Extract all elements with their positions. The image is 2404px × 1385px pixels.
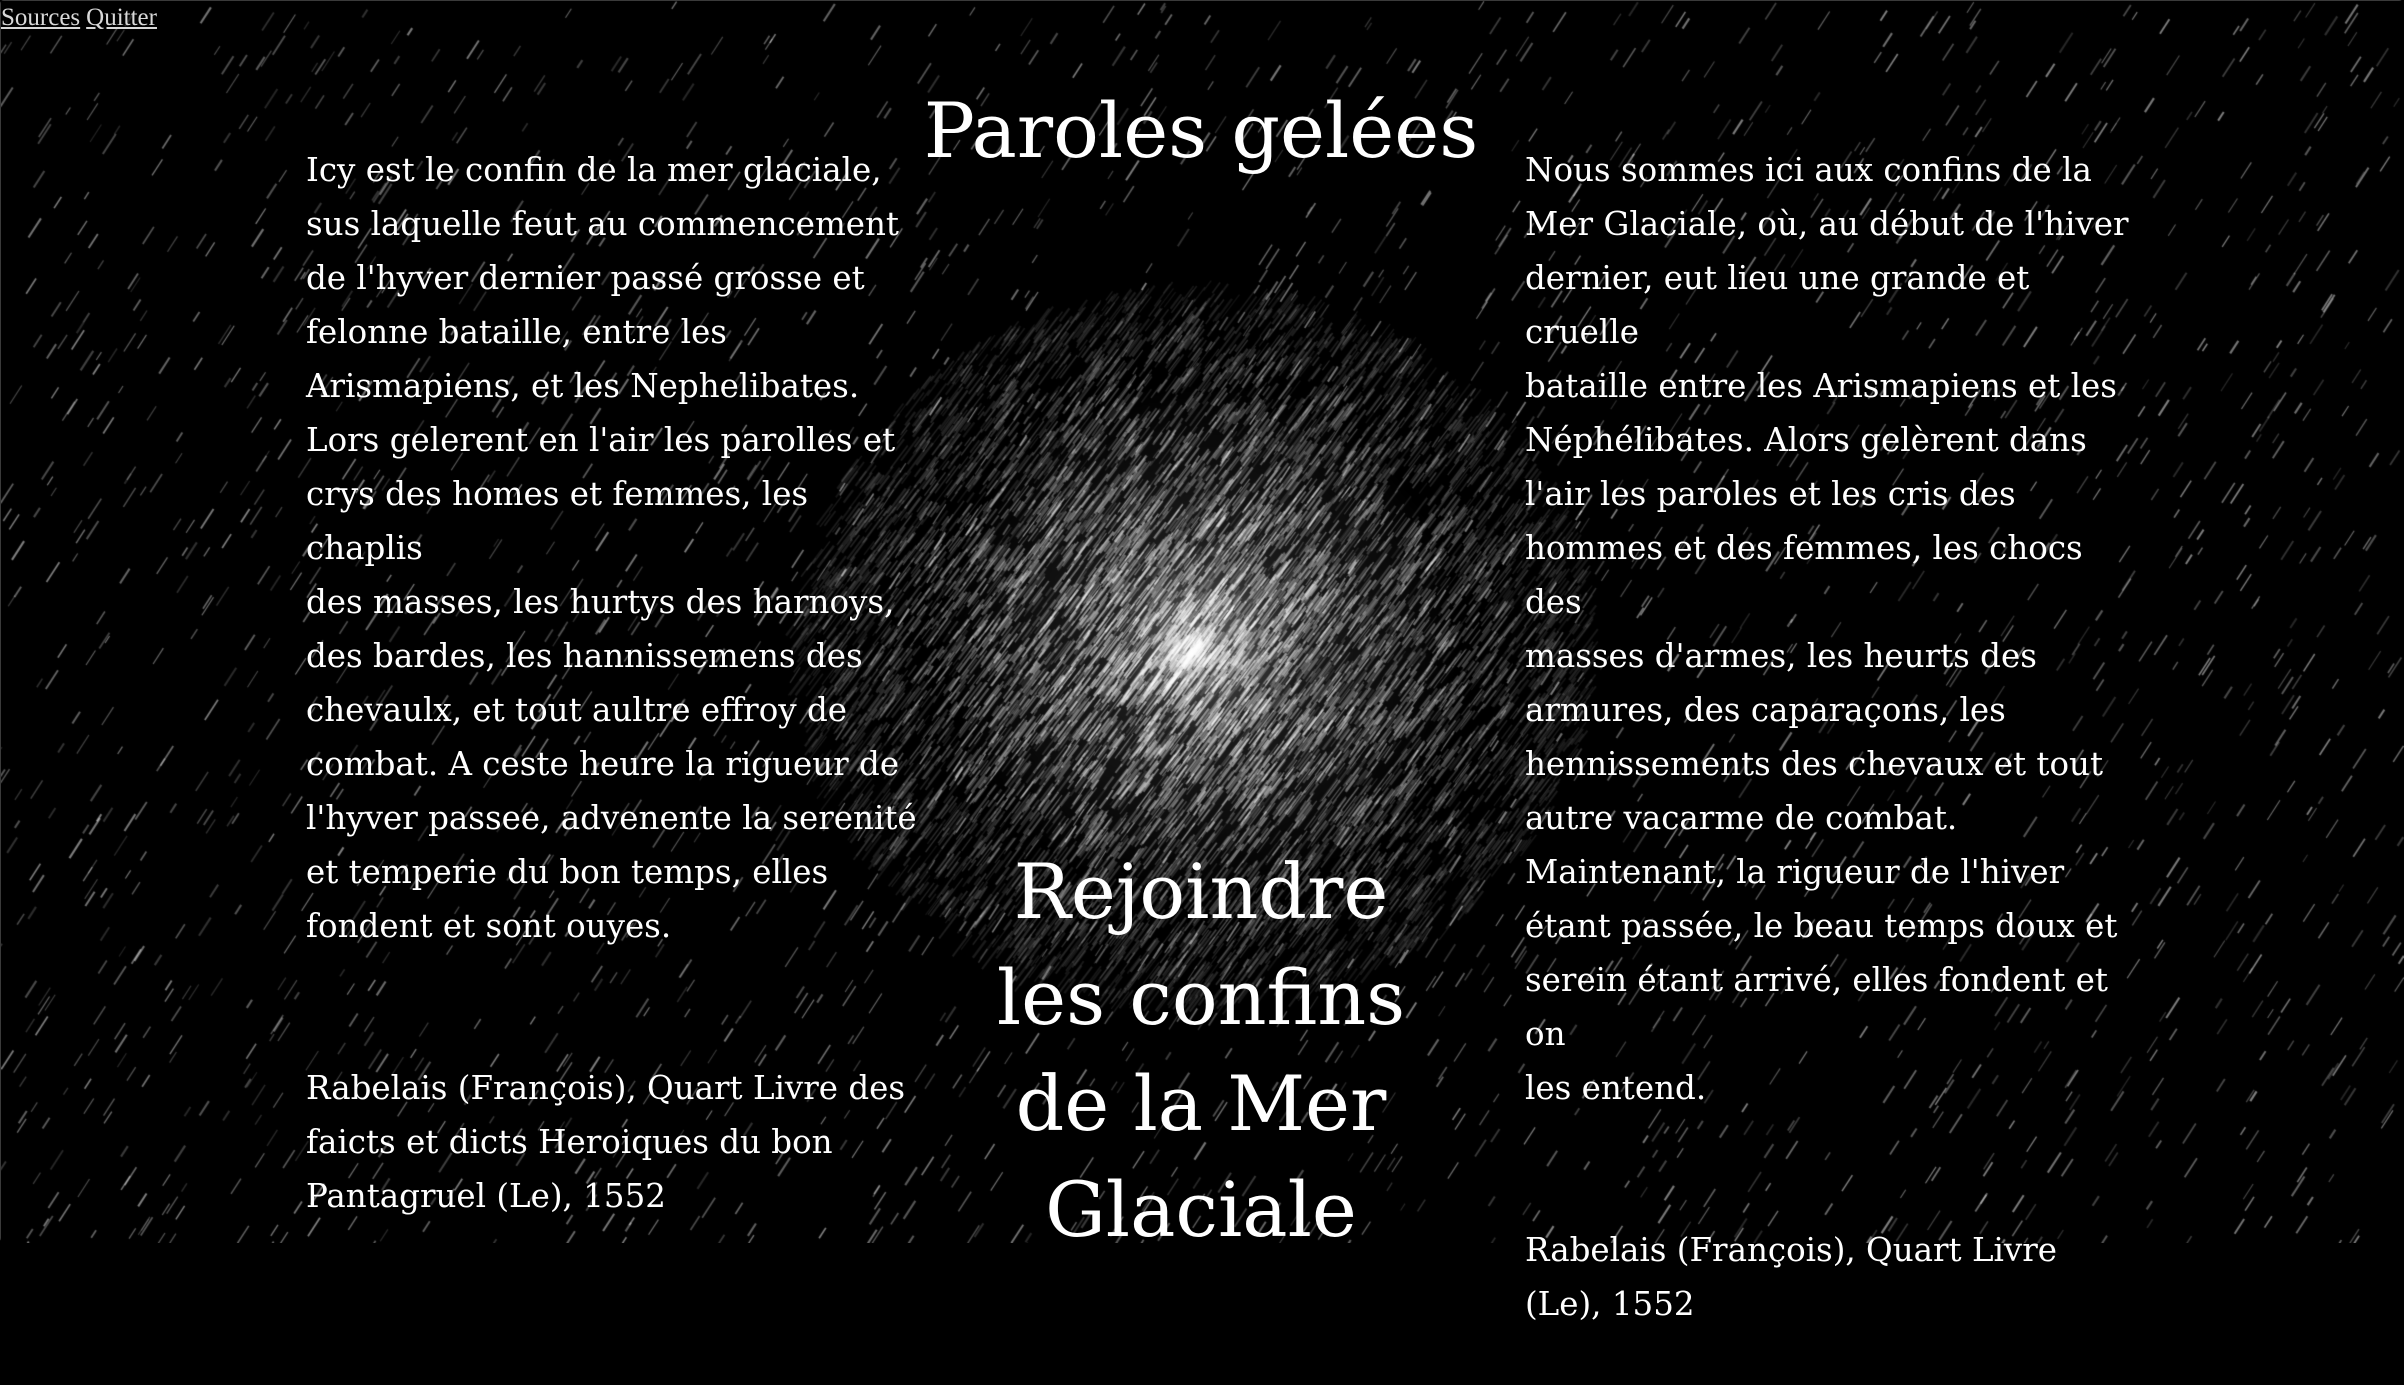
translation-citation: Rabelais (François), Quart Livre (Le), 1552 — [1525, 1231, 2058, 1323]
cta-line-1: Rejoindre — [1013, 847, 1389, 936]
top-nav — [1, 1, 163, 35]
original-passage: Icy est le confin de la mer glaciale, sus laquelle feut au commencement de l'hyver dernier passé grosse et felonne bataille, entre les Arismapiens, et les Nephelibates. Lors gelerent en l'air les parolles et crys des homes et femmes, les chaplis des masses, les hurtys des harnoys, des bardes, les hannissemens des chevaulx, et tout aultre effroy de combat. A ceste heure la rigueur de l'hyver passee, advenente la serenité et temperie du bon temps, elles fondent et sont ouyes. — [306, 151, 917, 945]
quit-link[interactable]: Quitter — [86, 4, 157, 31]
translation-passage: Nous sommes ici aux confins de la Mer Glaciale, où, au début de l'hiver dernier, eut lieu une grande et cruelle bataille entre les Arismapiens et les Néphélibates. Alors gelèrent dans l'air les paroles et les cris des hommes et des femmes, les chocs des masses d'armes, les heurts des armures, des caparaçons, les hennissements des chevaux et tout autre vacarme de combat. Maintenant, la rigueur de l'hiver étant passée, le beau temps doux et serein étant arrivé, elles fondent et on les entend. — [1525, 151, 2129, 1107]
cta-line-2: les confins — [996, 953, 1406, 1042]
cta-line-3: de la Mer Glaciale — [1015, 1059, 1387, 1254]
translation-text-column — [1525, 89, 2145, 1385]
sources-link[interactable]: Sources — [1, 4, 81, 31]
page-title: Paroles gelées — [923, 86, 1479, 175]
original-citation: Rabelais (François), Quart Livre des faicts et dicts Heroiques du bon Pantagruel (Le), 1552 — [306, 1069, 906, 1215]
join-glacial-sea-link[interactable] — [851, 839, 1551, 1263]
original-text-column — [306, 89, 926, 1277]
